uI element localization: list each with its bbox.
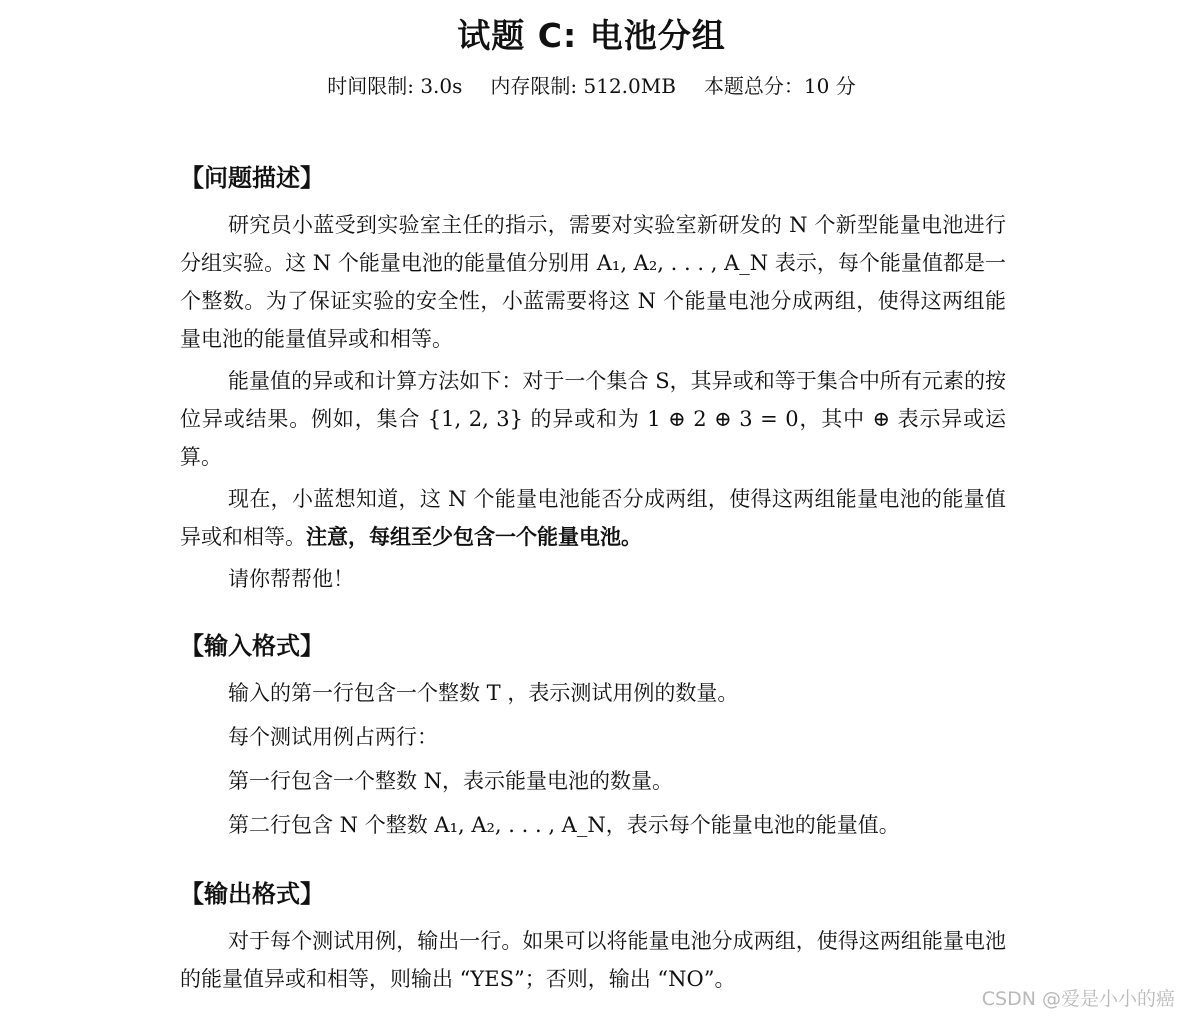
output-paragraph-1: 对于每个测试用例，输出一行。如果可以将能量电池分成两组，使得这两组能量电池的能量值异或和相等，则输出 “YES”；否则，输出 “NO”。 (180, 929, 1006, 991)
description-paragraph-1: 研究员小蓝受到实验室主任的指示，需要对实验室新研发的 N 个新型能量电池进行分组实验。这 N 个能量电池的能量值分别用 A₁, A₂, . . . , A_N 表示，每个能量值都是一个整数。为了保证实验的安全性，小蓝需要将这 N 个能量电池分成两组，使得这两组能量电池的能量值异或和相等。 (180, 213, 1006, 351)
problem-meta (0, 70, 1183, 99)
problem-body (180, 160, 1006, 1002)
section-heading-output: 【输出格式】 (180, 880, 324, 908)
problem-title: 试题 C: 电池分组 (457, 16, 726, 55)
section-spacer (180, 602, 1006, 628)
section-heading-input: 【输入格式】 (180, 632, 324, 660)
time-limit: 时间限制: 3.0s (327, 74, 463, 98)
input-line-2: 每个测试用例占两行： (228, 725, 438, 749)
description-paragraph-2: 能量值的异或和计算方法如下：对于一个集合 S，其异或和等于集合中所有元素的按位异或结果。例如，集合 {1, 2, 3} 的异或和为 1 ⊕ 2 ⊕ 3 = 0，其中 ⊕ 表示异或运算。 (180, 369, 1006, 469)
description-note-bold: 注意，每组至少包含一个能量电池。 (306, 525, 642, 549)
memory-limit: 内存限制: 512.0MB (490, 74, 676, 98)
csdn-watermark: CSDN @爱是小小的癌 (981, 988, 1175, 1010)
description-paragraph-4: 请你帮帮他！ (228, 567, 354, 591)
total-score: 本题总分：10 分 (703, 74, 856, 98)
input-line-1: 输入的第一行包含一个整数 T ，表示测试用例的数量。 (228, 681, 739, 705)
description-paragraph-3 (180, 480, 1006, 556)
input-line-3: 第一行包含一个整数 N，表示能量电池的数量。 (228, 769, 674, 793)
input-line-4: 第二行包含 N 个整数 A₁, A₂, . . . , A_N，表示每个能量电池的能量值。 (228, 813, 900, 837)
section-heading-description: 【问题描述】 (180, 164, 324, 192)
description-paragraph-3-text: 现在，小蓝想知道，这 N 个能量电池能否分成两组，使得这两组能量电池的能量值异或和相等。 (180, 487, 1006, 549)
section-spacer (180, 850, 1006, 876)
